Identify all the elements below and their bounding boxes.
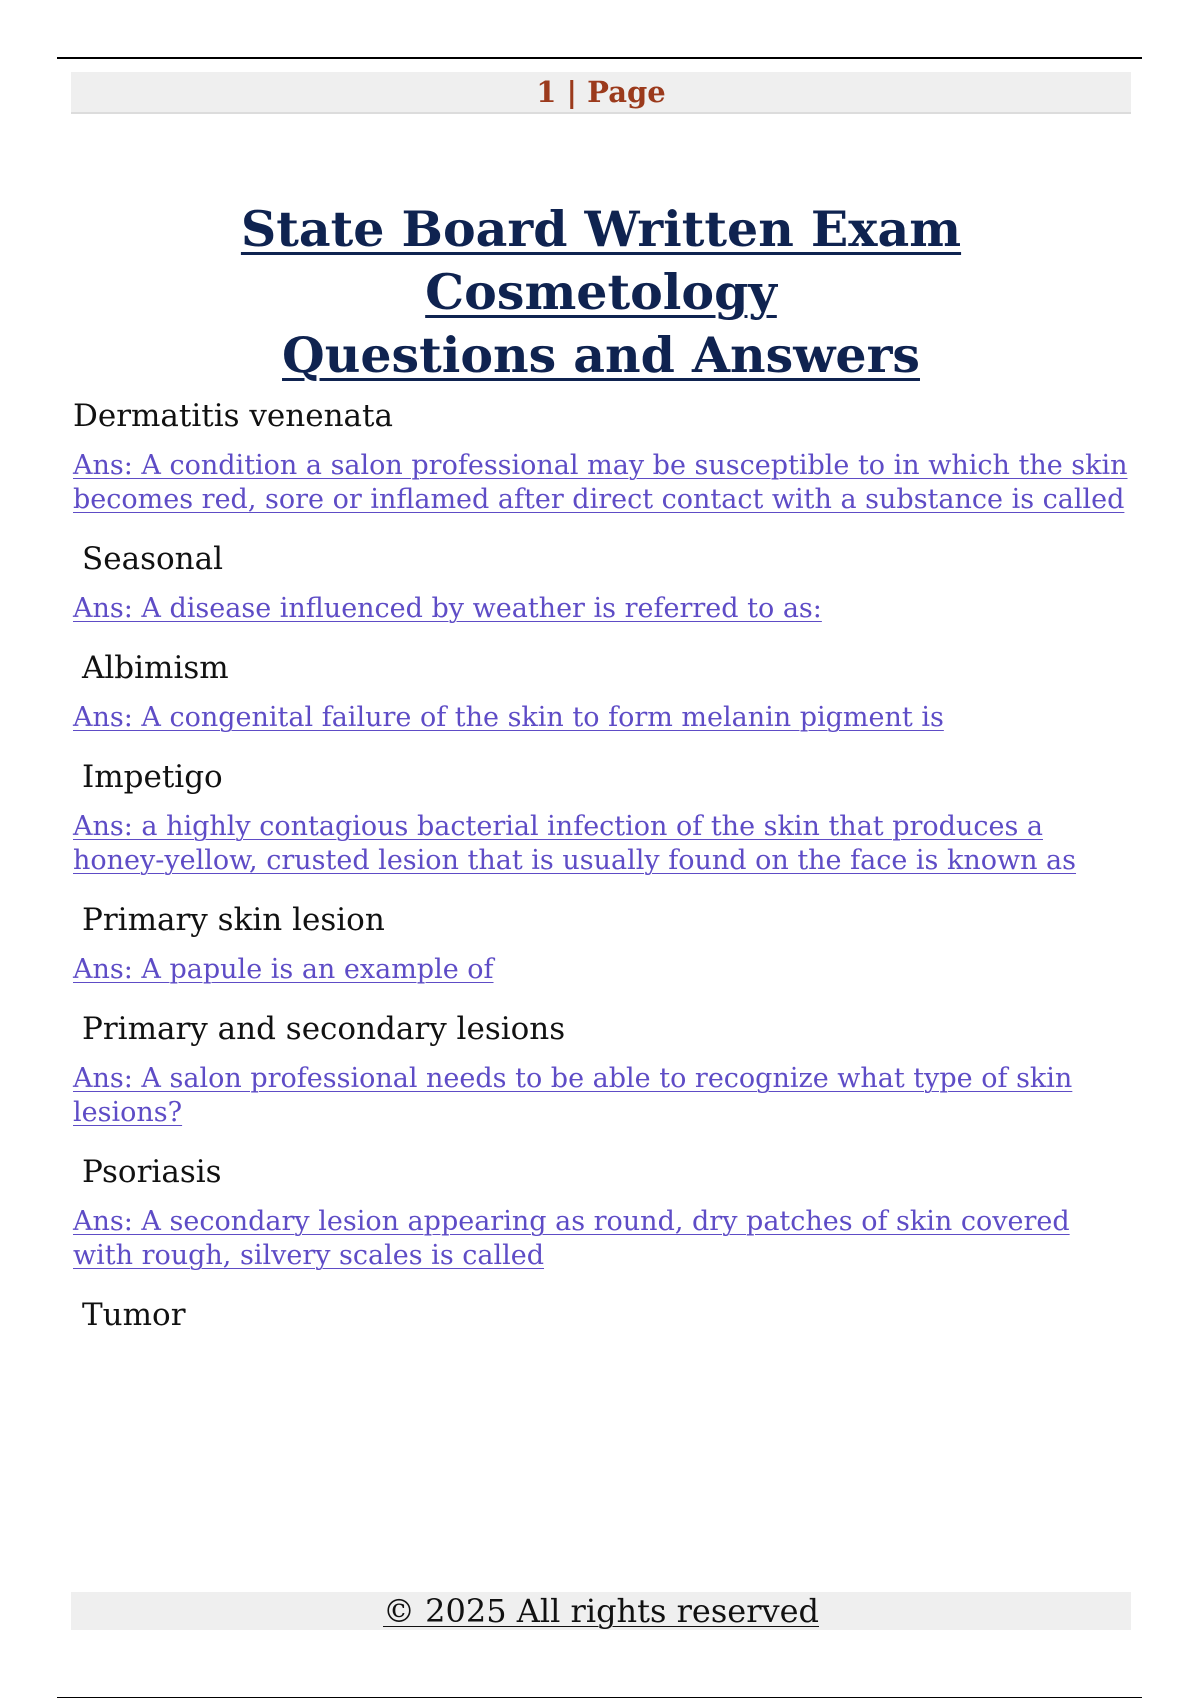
answer-text[interactable]: Ans: a highly contagious bacterial infection of the skin that produces a honey-yellow, crusted lesion that is usually found on the face is known as xyxy=(73,811,1077,876)
answer-link[interactable] xyxy=(73,449,1133,517)
answer-link[interactable] xyxy=(73,592,1133,626)
qa-item xyxy=(73,757,1133,878)
term: Seasonal xyxy=(82,541,223,577)
answer-link[interactable] xyxy=(73,810,1133,878)
qa-item xyxy=(73,1152,1133,1273)
answer-link[interactable] xyxy=(73,701,1133,735)
answer-text[interactable]: Ans: A papule is an example of xyxy=(73,954,494,985)
term: Primary and secondary lesions xyxy=(82,1011,566,1047)
top-rule xyxy=(57,57,1142,59)
answer-text[interactable]: Ans: A disease influenced by weather is referred to as: xyxy=(73,593,822,624)
title-line-1: State Board Written Exam Cosmetology xyxy=(240,200,962,321)
answer-text[interactable]: Ans: A secondary lesion appearing as round, dry patches of skin covered with rough, silvery scales is called xyxy=(73,1206,1070,1271)
term: Tumor xyxy=(82,1297,186,1333)
term: Albimism xyxy=(82,650,229,686)
term: Psoriasis xyxy=(82,1154,222,1190)
answer-link[interactable] xyxy=(73,953,1133,987)
qa-list xyxy=(73,396,1133,1348)
copyright-text: © 2025 All rights reserved xyxy=(383,1592,819,1630)
term: Primary skin lesion xyxy=(82,902,385,938)
qa-item xyxy=(73,648,1133,735)
qa-item xyxy=(73,539,1133,626)
document-title xyxy=(71,198,1131,387)
answer-link[interactable] xyxy=(73,1062,1133,1130)
qa-item xyxy=(73,396,1133,517)
page-footer xyxy=(71,1592,1131,1630)
answer-text[interactable]: Ans: A salon professional needs to be able to recognize what type of skin lesions? xyxy=(73,1063,1073,1128)
bottom-rule xyxy=(57,1697,1142,1698)
page-number-label: 1 | Page xyxy=(536,75,666,109)
page-header xyxy=(71,72,1131,114)
term: Impetigo xyxy=(82,759,223,795)
answer-link[interactable] xyxy=(73,1205,1133,1273)
qa-item xyxy=(73,1295,1133,1335)
answer-text[interactable]: Ans: A condition a salon professional may be susceptible to in which the skin becomes red, sore or inflamed after direct contact with a substance is called xyxy=(73,450,1128,515)
title-line-2: Questions and Answers xyxy=(282,326,920,384)
term: Dermatitis venenata xyxy=(73,398,393,434)
qa-item xyxy=(73,1009,1133,1130)
answer-text[interactable]: Ans: A congenital failure of the skin to form melanin pigment is xyxy=(73,702,944,733)
qa-item xyxy=(73,900,1133,987)
